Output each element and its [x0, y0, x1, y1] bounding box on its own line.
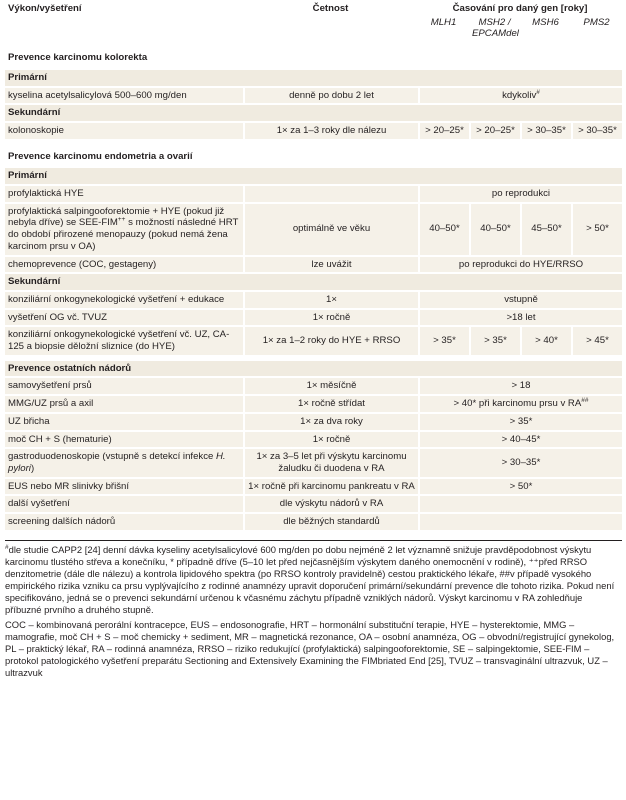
timing-span-text: > 40–45*: [501, 433, 541, 445]
timing-span-sup: #: [536, 88, 540, 96]
timing-span-cell: [418, 477, 622, 495]
procedure-name: gastroduodenoskopie (vstupně s detekcí infekce: [8, 451, 216, 463]
procedure-cell: [5, 494, 243, 512]
procedure-cell: [5, 376, 243, 394]
header-procedure: Výkon/vyšetření: [8, 3, 82, 14]
section-title: Prevence karcinomu kolorekta: [8, 52, 148, 64]
group-heading-row: [5, 166, 622, 184]
procedure-name: profylaktická salpingooforektomie + HYE (pokud již nebyla dříve) se SEE-FIM: [8, 205, 225, 229]
table-row: [5, 447, 622, 476]
procedure-cell: [5, 255, 243, 273]
gene-timing-cell: > 45*: [571, 325, 622, 354]
group-label: Prevence ostatních nádorů: [5, 359, 622, 377]
table-row: [5, 308, 622, 326]
procedure-name-rest: ): [30, 462, 35, 474]
group-heading-row: [5, 272, 622, 290]
timing-span-text: >18 let: [506, 311, 536, 323]
timing-span-cell: [418, 430, 622, 448]
frequency-cell: 1× ročně: [243, 430, 418, 448]
timing-span-sup: ##: [581, 396, 589, 404]
frequency-cell: dle výskytu nádorů v RA: [243, 494, 418, 512]
group-heading-row: [5, 68, 622, 86]
table-row: [5, 512, 622, 530]
gene-timing-cell: > 30–35*: [520, 121, 571, 139]
frequency-cell: [243, 184, 418, 202]
procedure-name-sup: ++: [117, 216, 126, 224]
gene-timing-cell: 45–50*: [520, 202, 571, 255]
group-heading-row: [5, 103, 622, 121]
gene-msh2-label: MSH2 / EPCAMdel: [472, 16, 519, 40]
table-row: [5, 477, 622, 495]
timing-span-cell: [418, 394, 622, 412]
frequency-cell: 1× za 1–2 roky do HYE + RRSO: [243, 325, 418, 354]
frequency-cell: 1× ročně: [243, 308, 418, 326]
timing-span-cell: [418, 86, 622, 104]
procedure-cell: [5, 430, 243, 448]
procedure-name: profylaktická HYE: [8, 188, 84, 200]
frequency-cell: 1× za 3–5 let při výskytu karcinomu žaludku či duodena v RA: [243, 447, 418, 476]
procedure-name: další vyšetření: [8, 498, 70, 510]
footnotes: [5, 540, 622, 679]
table-row: [5, 325, 622, 354]
section-title: Prevence karcinomu endometria a ovarií: [8, 150, 193, 162]
timing-span-text: > 30–35*: [501, 457, 541, 469]
procedure-name: chemoprevence (COC, gestageny): [8, 258, 157, 270]
procedure-name: MMG/UZ prsů a axil: [8, 398, 94, 410]
frequency-cell: 1×: [243, 290, 418, 308]
gene-timing-cell: 40–50*: [469, 202, 520, 255]
procedure-name: EUS nebo MR slinivky břišní: [8, 480, 130, 492]
procedure-name: kyselina acetylsalicylová 500–600 mg/den: [8, 89, 187, 101]
procedure-cell: [5, 86, 243, 104]
frequency-cell: optimálně ve věku: [243, 202, 418, 255]
procedure-name: moč CH + S (hematurie): [8, 433, 112, 445]
gene-pms2: PMS2: [583, 16, 610, 28]
procedure-cell: [5, 477, 243, 495]
gene-timing-cell: > 30–35*: [571, 121, 622, 139]
table-row: [5, 430, 622, 448]
frequency-cell: lze uvážit: [243, 255, 418, 273]
gene-msh6: MSH6: [532, 16, 559, 28]
footnote-1-text: dle studie CAPP2 [24] denní dávka kyseliny acetylsalicylové 600 mg/den po dobu nejméně 2 let významně snižuje pravděpodobnost výskytu karcinomu tlustého střeva a konečníku, * případně dříve (5–10 let před nejčasnějším výskytem daného onemocnění v rodině), ⁺⁺před RRSO denzitometrie (dále dle nálezu) a kontrola lipidového spektra (po RRSO kontroly pravidelně) cestou praktického lékaře, ##v případě vysokého empirického rizika vzniku ca prsu vyplývajícího z rodinné anamnézy upravit doporučení primární/sekundární prevence dle tohoto rizika. Pokud není specifikováno, jedná se o prevenci sekundární určenou k včasnému záchytu případně vzniklých nádorů. Výskyt karcinomu v RA zohledňuje příbuzné prvního a druhého stupně.: [5, 543, 615, 615]
footnote-1-sup: #: [5, 543, 9, 551]
procedure-name-italic: H. pylori: [8, 451, 226, 474]
procedure-name: konziliární onkogynekologické vyšetření + edukace: [8, 293, 225, 305]
procedure-cell: [5, 202, 243, 255]
procedure-name: screening dalších nádorů: [8, 516, 116, 528]
gene-timing-cell: > 20–25*: [418, 121, 469, 139]
timing-span-text: > 35*: [509, 415, 533, 427]
timing-span-text: po reprodukci: [491, 188, 551, 200]
section-heading-row: [5, 139, 622, 167]
frequency-cell: denně po dobu 2 let: [243, 86, 418, 104]
procedure-name: UZ břicha: [8, 415, 50, 427]
procedure-cell: [5, 512, 243, 530]
timing-span-text: vstupně: [504, 293, 538, 305]
procedure-cell: [5, 394, 243, 412]
table-row: [5, 86, 622, 104]
table-row: [5, 290, 622, 308]
timing-span-cell: [418, 184, 622, 202]
gene-timing-cell: > 20–25*: [469, 121, 520, 139]
group-label: Primární: [5, 68, 622, 86]
gene-timing-cell: > 50*: [571, 202, 622, 255]
table-body: [5, 40, 622, 530]
table-row: [5, 412, 622, 430]
gene-timing-cell: > 40*: [520, 325, 571, 354]
header-frequency: Četnost: [312, 3, 349, 14]
timing-span-cell: [418, 376, 622, 394]
procedure-cell: [5, 184, 243, 202]
gene-msh2: [469, 15, 520, 40]
group-label: Sekundární: [5, 272, 622, 290]
timing-span-cell: [418, 308, 622, 326]
footnote-1: [5, 544, 618, 616]
group-label: Primární: [5, 166, 622, 184]
table-row: [5, 494, 622, 512]
timing-span-cell: [418, 512, 622, 530]
frequency-cell: 1× měsíčně: [243, 376, 418, 394]
footnote-abbreviations: COC – kombinovaná perorální kontracepce, EUS – endosonografie, HRT – hormonální substituční terapie, HYE – hysterektomie, MMG – mamografie, moč CH + S – moč chemicky + sediment, MR – magnetická rezonance, OA – osobní anamnéza, OG – obvodní/registrující gynekolog, PL – praktický lékař, RA – rodinná anamnéza, RRSO – riziko redukující (profylaktická) salpingooforektomie, SE – salpingektomie, SEE-FIM – protokol patologického vyšetření preparátu Sectioning and Extensively Examining the FIMbriated End [25], TVUZ – transvaginální ultrazvuk, UZ – ultrazvuk: [5, 618, 615, 679]
table-row: [5, 376, 622, 394]
procedure-cell: [5, 447, 243, 476]
procedure-cell: [5, 308, 243, 326]
procedure-cell: [5, 412, 243, 430]
timing-span-cell: [418, 255, 622, 273]
screening-table: [5, 3, 622, 530]
timing-span-text: > 18: [511, 380, 531, 392]
table-row: [5, 184, 622, 202]
timing-span-cell: [418, 412, 622, 430]
frequency-cell: 1× za 1–3 roky dle nálezu: [243, 121, 418, 139]
frequency-cell: 1× ročně střídat: [243, 394, 418, 412]
table-row: [5, 394, 622, 412]
procedure-name: samovyšetření prsů: [8, 380, 92, 392]
gene-timing-cell: 40–50*: [418, 202, 469, 255]
table-row: [5, 121, 622, 139]
gene-mlh1: MLH1: [430, 16, 457, 28]
group-label: Sekundární: [5, 103, 622, 121]
procedure-name: konziliární onkogynekologické vyšetření vč. UZ, CA-125 a biopsie děložní sliznice (do HYE): [8, 329, 230, 353]
header-timing: Časování pro daný gen [roky]: [452, 3, 588, 14]
group-heading-row: [5, 359, 622, 377]
procedure-name: vyšetření OG vč. TVUZ: [8, 311, 107, 323]
table-row: [5, 202, 622, 255]
gene-timing-cell: > 35*: [418, 325, 469, 354]
procedure-cell: [5, 325, 243, 354]
timing-span-text: > 50*: [509, 480, 533, 492]
timing-span-text: po reprodukci do HYE/RRSO: [458, 258, 584, 270]
section-heading-row: [5, 40, 622, 68]
procedure-cell: [5, 290, 243, 308]
procedure-name: kolonoskopie: [8, 124, 65, 136]
timing-span-text: kdykoliv: [502, 89, 537, 101]
timing-span-cell: [418, 447, 622, 476]
timing-span-cell: [418, 290, 622, 308]
table-row: [5, 255, 622, 273]
procedure-cell: [5, 121, 243, 139]
procedure-name-rest: s možností následné HRT do období přirozené menopauzy (pokud nemá žena karcinom prsu v OA): [8, 217, 239, 252]
frequency-cell: dle běžných standardů: [243, 512, 418, 530]
gene-timing-cell: > 35*: [469, 325, 520, 354]
frequency-cell: 1× za dva roky: [243, 412, 418, 430]
timing-span-text: > 40* při karcinomu prsu v RA: [453, 398, 582, 410]
timing-span-cell: [418, 494, 622, 512]
frequency-cell: 1× ročně při karcinomu pankreatu v RA: [243, 477, 418, 495]
